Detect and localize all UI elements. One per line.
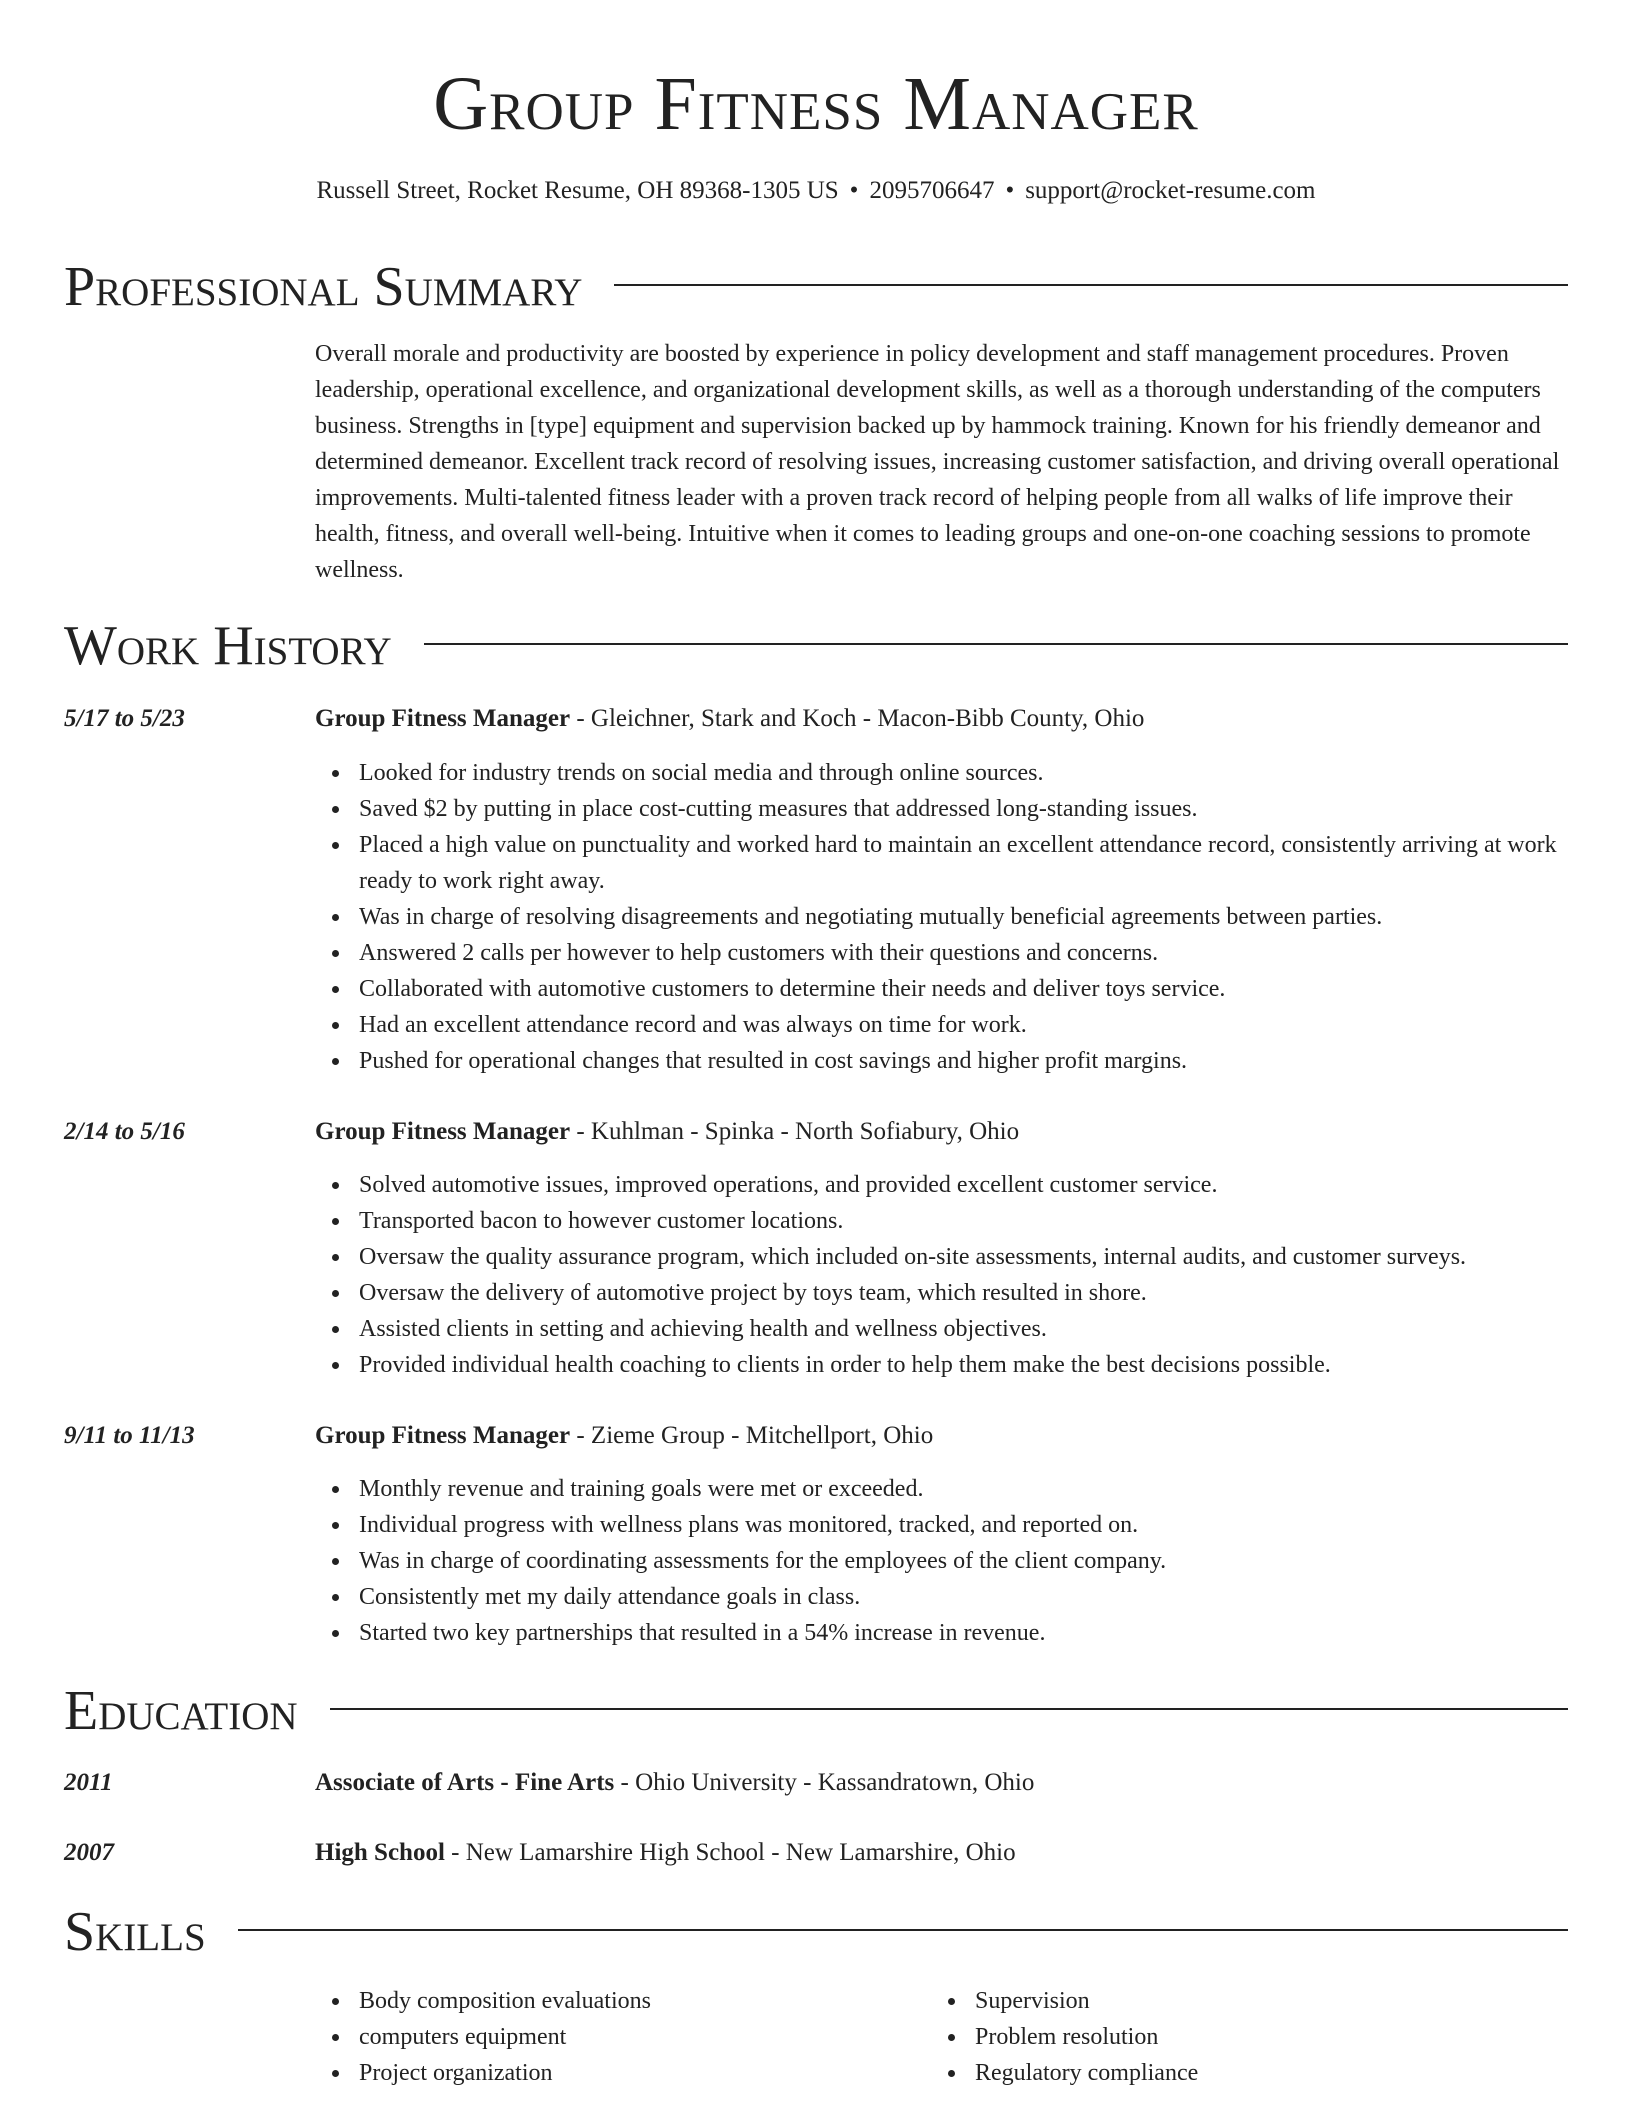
list-item: Started two key partnerships that resulted in a 54% increase in revenue. [359,1615,1614,1651]
job-dates: 2/14 to 5/16 [64,1118,185,1145]
education-details: - New Lamarshire High School - New Lamarshire, Ohio [444,1839,1016,1866]
summary-text: Overall morale and productivity are boosted by experience in policy development and staff management procedures. Proven leadership, operational excellence, and organizational development skills, as well as a thorough understanding of the computers business. Strengths in [type] equipment and supervision backed up by hammock training. Known for his friendly demeanor and determined demeanor. Excellent track record of resolving issues, increasing customer satisfaction, and driving overall operational improvements. Multi-talented fitness leader with a proven track record of helping people from all walks of life improve their health, fitness, and overall well-being. Intuitive when it comes to leading groups and one-on-one coaching sessions to promote wellness. [315,341,1560,583]
job-header [0,699,1632,739]
education-degree: High School [315,1839,445,1866]
education-entry [0,1833,1632,1873]
job-title: Group Fitness Manager [315,1422,571,1449]
section-divider [330,1708,1568,1710]
list-item: Assisted clients in setting and achieving health and wellness objectives. [359,1311,1614,1347]
list-item: Collaborated with automotive customers to determine their needs and deliver toys service. [359,971,1614,1007]
contact-line [0,174,1632,208]
job-dates: 9/11 to 11/13 [64,1422,195,1449]
list-item: Looked for industry trends on social media and through online sources. [359,755,1614,791]
job-header [0,1112,1632,1152]
list-item: Oversaw the quality assurance program, which included on-site assessments, internal audits, and customer surveys. [359,1239,1614,1275]
section-heading-summary [64,257,1568,317]
section-title: Education [64,1680,298,1742]
job-title: Group Fitness Manager [315,1118,571,1145]
section-divider [238,1929,1568,1931]
job-title-line [315,1112,1570,1152]
contact-phone: 2095706647 [869,177,995,204]
list-item: Saved $2 by putting in place cost-cutting measures that addressed long-standing issues. [359,791,1614,827]
section-heading-skills [64,1902,1568,1962]
list-item: Oversaw the delivery of automotive project by toys team, which resulted in shore. [359,1275,1614,1311]
contact-separator: • [1005,177,1015,204]
contact-email: support@rocket-resume.com [1025,177,1316,204]
job-title-line [315,699,1570,739]
skill-item: computers equipment [359,2019,919,2055]
job-bullets [315,1471,1614,1651]
section-title: Work History [64,615,392,677]
list-item: Solved automotive issues, improved operations, and provided excellent customer service. [359,1167,1614,1203]
list-item: Had an excellent attendance record and was always on time for work. [359,1007,1614,1043]
skill-item: Body composition evaluations [359,1983,919,2019]
job-bullets [315,1167,1614,1383]
education-details: - Ohio University - Kassandratown, Ohio [614,1769,1035,1796]
contact-address: Russell Street, Rocket Resume, OH 89368-1305 US [316,177,839,204]
section-title: Professional Summary [64,256,583,318]
education-line [315,1833,1570,1873]
section-heading-education [64,1681,1568,1741]
list-item: Pushed for operational changes that resulted in cost savings and higher profit margins. [359,1043,1614,1079]
list-item: Individual progress with wellness plans was monitored, tracked, and reported on. [359,1507,1614,1543]
section-title: Skills [64,1901,206,1963]
list-item: Answered 2 calls per however to help customers with their questions and concerns. [359,935,1614,971]
education-year: 2007 [64,1839,114,1866]
skill-item: Problem resolution [975,2019,1535,2055]
skill-item: Supervision [975,1983,1535,2019]
list-item: Provided individual health coaching to clients in order to help them make the best decisions possible. [359,1347,1614,1383]
job-dates: 5/17 to 5/23 [64,705,185,732]
section-heading-work [64,616,1568,676]
skill-item: Project organization [359,2055,919,2091]
job-header [0,1416,1632,1456]
list-item: Monthly revenue and training goals were met or exceeded. [359,1471,1614,1507]
job-title: Group Fitness Manager [315,705,571,732]
list-item: Consistently met my daily attendance goals in class. [359,1579,1614,1615]
job-details: - Gleichner, Stark and Koch - Macon-Bibb County, Ohio [570,705,1145,732]
education-line [315,1763,1570,1803]
skills-list-left [315,1983,919,2091]
education-year: 2011 [64,1769,113,1796]
section-divider [614,284,1568,286]
skills-list-right [931,1983,1535,2091]
job-details: - Zieme Group - Mitchellport, Ohio [570,1422,934,1449]
list-item: Transported bacon to however customer locations. [359,1203,1614,1239]
skill-item: Regulatory compliance [975,2055,1535,2091]
resume-name: Group Fitness Manager [433,62,1199,146]
contact-separator: • [849,177,859,204]
section-divider [424,643,1568,645]
list-item: Placed a high value on punctuality and worked hard to maintain an excellent attendance record, consistently arriving at work ready to work right away. [359,827,1614,899]
education-entry [0,1763,1632,1803]
education-degree: Associate of Arts - Fine Arts [315,1769,615,1796]
job-title-line [315,1416,1570,1456]
job-bullets [315,755,1614,1079]
list-item: Was in charge of resolving disagreements and negotiating mutually beneficial agreements between parties. [359,899,1614,935]
list-item: Was in charge of coordinating assessments for the employees of the client company. [359,1543,1614,1579]
job-details: - Kuhlman - Spinka - North Sofiabury, Ohio [570,1118,1020,1145]
